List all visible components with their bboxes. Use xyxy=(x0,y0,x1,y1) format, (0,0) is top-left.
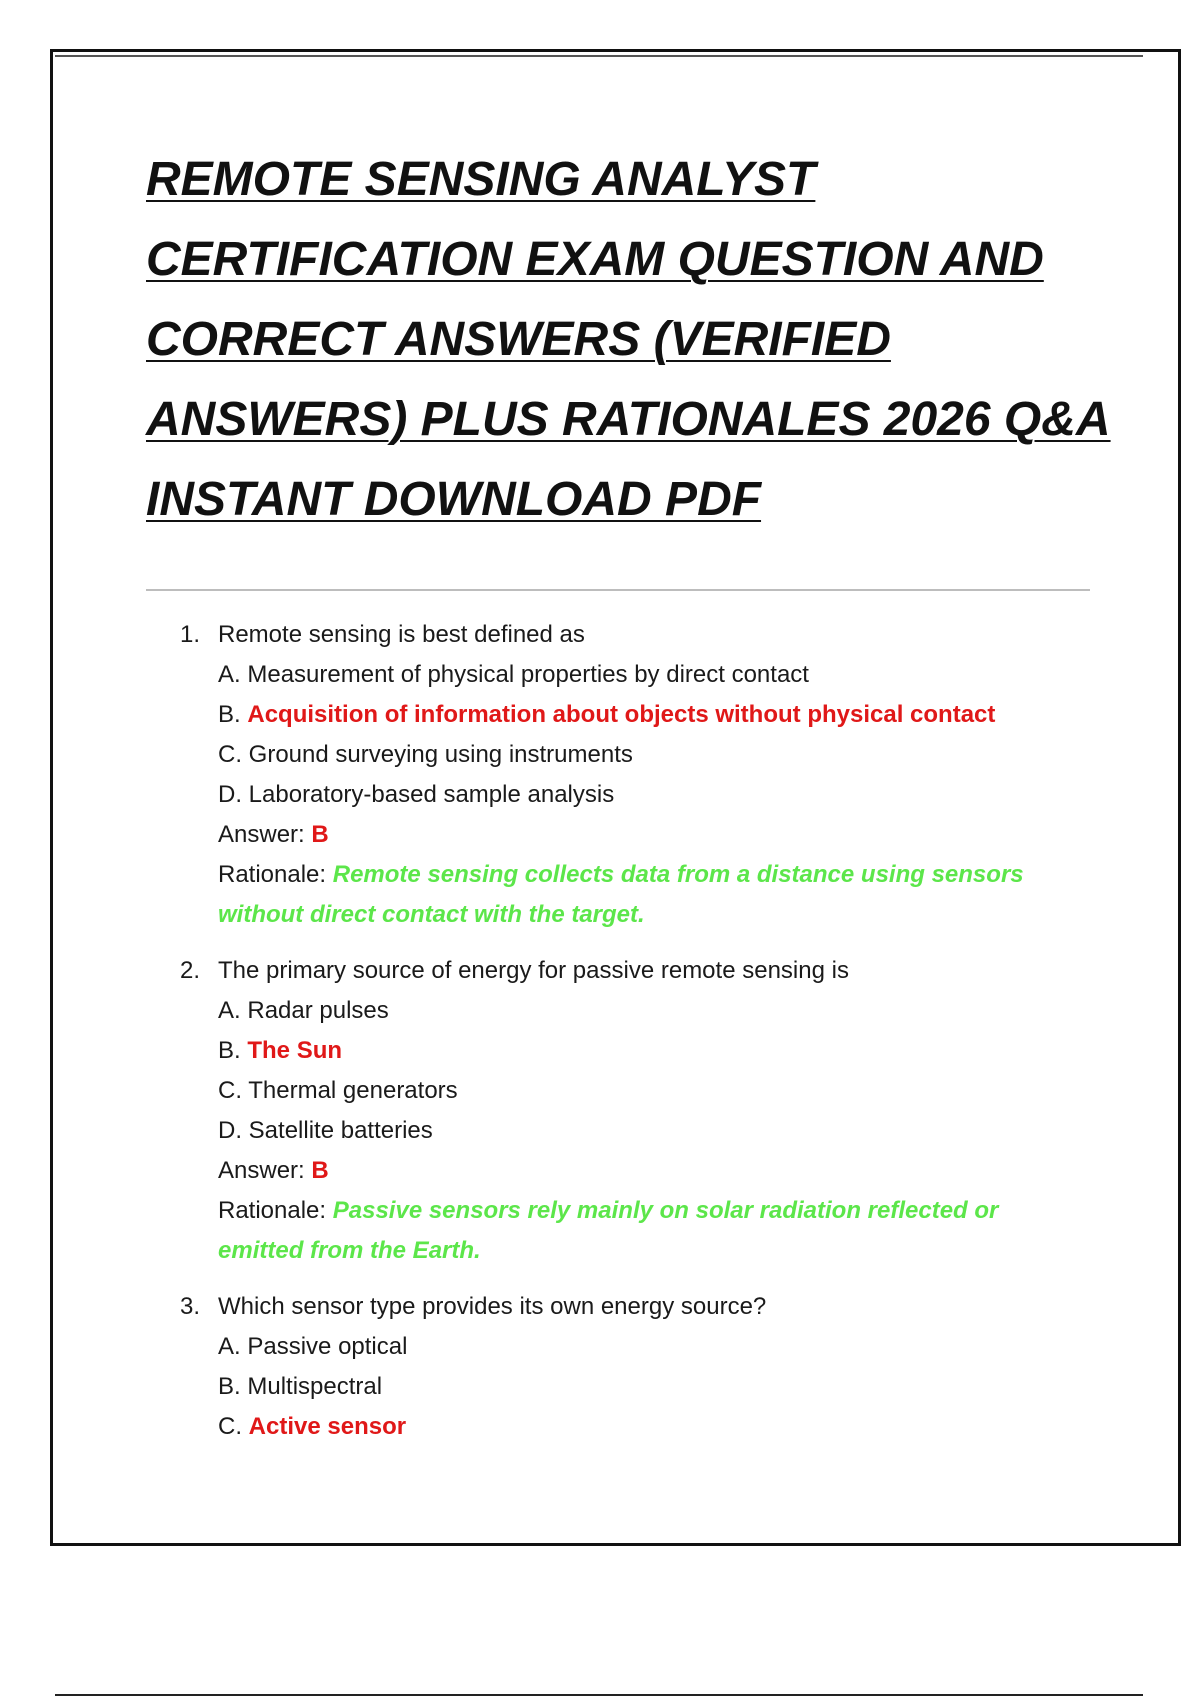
title-line: CERTIFICATION EXAM QUESTION AND xyxy=(146,233,1044,286)
frame-top-rule xyxy=(55,55,1143,57)
title-line: CORRECT ANSWERS (VERIFIED xyxy=(146,313,891,366)
rationale-line: Rationale: Passive sensors rely mainly on solar radiation reflected or xyxy=(218,1197,999,1224)
rationale-line-continued xyxy=(218,1231,1078,1271)
rationale-text: without direct contact with the target. xyxy=(218,901,645,928)
question-item xyxy=(0,615,1200,935)
question-item xyxy=(0,1287,1200,1447)
question-body xyxy=(218,1287,1078,1447)
correct-option-text: Active sensor xyxy=(248,1413,407,1440)
question-number: 3. xyxy=(180,1293,201,1320)
correct-option-text: The Sun xyxy=(247,1037,343,1064)
question-body xyxy=(218,951,1078,1271)
question-text: The primary source of energy for passive remote sensing is xyxy=(218,957,849,984)
option-a: A. Radar pulses xyxy=(218,997,389,1024)
rationale-line-continued xyxy=(218,895,1078,935)
correct-option-text: Acquisition of information about objects without physical contact xyxy=(247,701,996,728)
section-divider xyxy=(146,589,1090,591)
answer-line: Answer: B xyxy=(218,1157,329,1184)
rationale-text: Passive sensors rely mainly on solar radiation reflected or xyxy=(332,1197,999,1224)
question-list xyxy=(0,615,1200,1463)
question-number: 1. xyxy=(180,621,201,648)
page-bottom-rule xyxy=(55,1694,1143,1696)
answer-value: B xyxy=(311,1157,329,1184)
title-line: INSTANT DOWNLOAD PDF xyxy=(146,473,762,526)
title-line: REMOTE SENSING ANALYST xyxy=(146,153,816,206)
question-text: Remote sensing is best defined as xyxy=(218,621,585,648)
option-a: A. Passive optical xyxy=(218,1333,408,1360)
answer-line: Answer: B xyxy=(218,821,329,848)
rationale-line: Rationale: Remote sensing collects data from a distance using sensors xyxy=(218,861,1024,888)
option-c: C. Thermal generators xyxy=(218,1077,458,1104)
option-b: B. The Sun xyxy=(218,1037,343,1064)
question-number: 2. xyxy=(180,957,201,984)
title-line: ANSWERS) PLUS RATIONALES 2026 Q&A xyxy=(146,393,1111,446)
option-b: B. Acquisition of information about objects without physical contact xyxy=(218,701,996,728)
option-b: B. Multispectral xyxy=(218,1373,383,1400)
answer-value: B xyxy=(311,821,329,848)
question-body xyxy=(218,615,1078,935)
option-c: C. Ground surveying using instruments xyxy=(218,741,633,768)
option-d: D. Satellite batteries xyxy=(218,1117,433,1144)
rationale-text: emitted from the Earth. xyxy=(218,1237,481,1264)
option-d: D. Laboratory-based sample analysis xyxy=(218,781,615,808)
option-a: A. Measurement of physical properties by direct contact xyxy=(218,661,809,688)
rationale-text: Remote sensing collects data from a distance using sensors xyxy=(332,861,1024,888)
document-title xyxy=(146,140,1111,540)
option-c: C. Active sensor xyxy=(218,1413,407,1440)
question-item xyxy=(0,951,1200,1271)
question-text: Which sensor type provides its own energy source? xyxy=(218,1293,767,1320)
